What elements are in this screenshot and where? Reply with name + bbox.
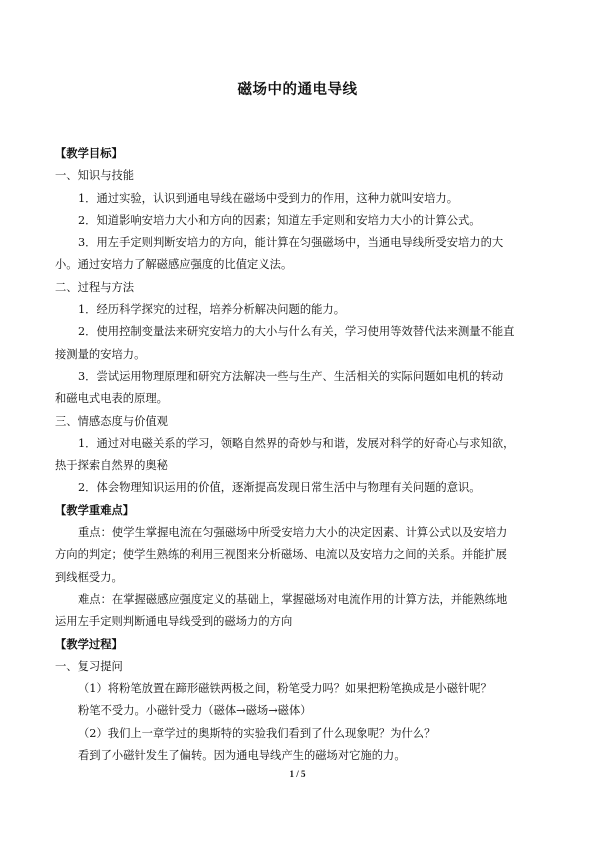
body-text-line: （1）将粉笔放置在蹄形磁铁两极之间，粉笔受力吗？如果把粉笔换成是小磁针呢？ xyxy=(78,682,492,696)
body-text-line: 1．通过对电磁关系的学习，领略自然界的奇妙与和谐，发展对科学的好奇心与求知欲， xyxy=(78,436,515,450)
body-text-line: 一、知识与技能 xyxy=(55,169,135,183)
body-text-line: 三、情感态度与价值观 xyxy=(55,414,168,428)
body-text-line: 粉笔不受力。小磁针受力（磁体→磁场→磁体） xyxy=(78,704,312,718)
section-heading: 【教学过程】 xyxy=(55,637,123,651)
body-text-line: 和磁电式电表的原理。 xyxy=(55,392,168,406)
body-text-line: 方向的判定；使学生熟练的利用三视图来分析磁场、电流以及安培力之间的关系。并能扩展 xyxy=(55,548,507,562)
body-text-line: 热于探索自然界的奥秘 xyxy=(55,459,168,473)
body-text-line: 2．知道影响安培力大小和方向的因素；知道左手定则和安培力大小的计算公式。 xyxy=(78,213,481,227)
body-text-line: 1．经历科学探究的过程，培养分析解决问题的能力。 xyxy=(78,303,346,317)
body-text-line: 小。通过安培力了解磁感应强度的比值定义法。 xyxy=(55,258,293,272)
body-text-line: 难点：在掌握磁感应强度定义的基础上，掌握磁场对电流作用的计算方法，并能熟练地 xyxy=(78,592,508,606)
body-text-line: 2．使用控制变量法来研究安培力的大小与什么有关，学习使用等效替代法来测量不能直 xyxy=(78,325,515,339)
document-body xyxy=(55,143,541,767)
body-text-line: 到线框受力。 xyxy=(55,570,123,584)
body-text-line: 一、复习提问 xyxy=(55,659,123,673)
page-number: 1 / 5 xyxy=(289,769,306,779)
document-title: 磁场中的通电导线 xyxy=(237,82,358,98)
section-heading: 【教学目标】 xyxy=(55,147,123,160)
section-heading: 【教学重难点】 xyxy=(55,503,135,517)
body-text-line: 2．体会物理知识运用的价值，逐渐提高发现日常生活中与物理有关问题的意识。 xyxy=(78,481,481,495)
body-text-line: 3．尝试运用物理原理和研究方法解决一些与生产、生活相关的实际问题如电机的转动 xyxy=(78,369,504,383)
body-text-line: 接测量的安培力。 xyxy=(55,347,146,361)
body-text-line: 运用左手定则判断通电导线受到的磁场力的方向 xyxy=(55,615,293,629)
body-text-line: （2）我们上一章学过的奥斯特的实验我们看到了什么现象呢？为什么？ xyxy=(78,726,436,740)
body-text-line: 二、过程与方法 xyxy=(55,280,135,294)
body-text-line: 重点：使学生掌握电流在匀强磁场中所受安培力大小的决定因素、计算公式以及安培力 xyxy=(78,526,508,540)
body-text-line: 看到了小磁针发生了偏转。因为通电导线产生的磁场对它施的力。 xyxy=(78,749,406,763)
body-text-line: 1．通过实验，认识到通电导线在磁场中受到力的作用，这种力就叫安培力。 xyxy=(78,191,458,205)
body-text-line: 3．用左手定则判断安培力的方向，能计算在匀强磁场中，当通电导线所受安培力的大 xyxy=(78,236,504,250)
